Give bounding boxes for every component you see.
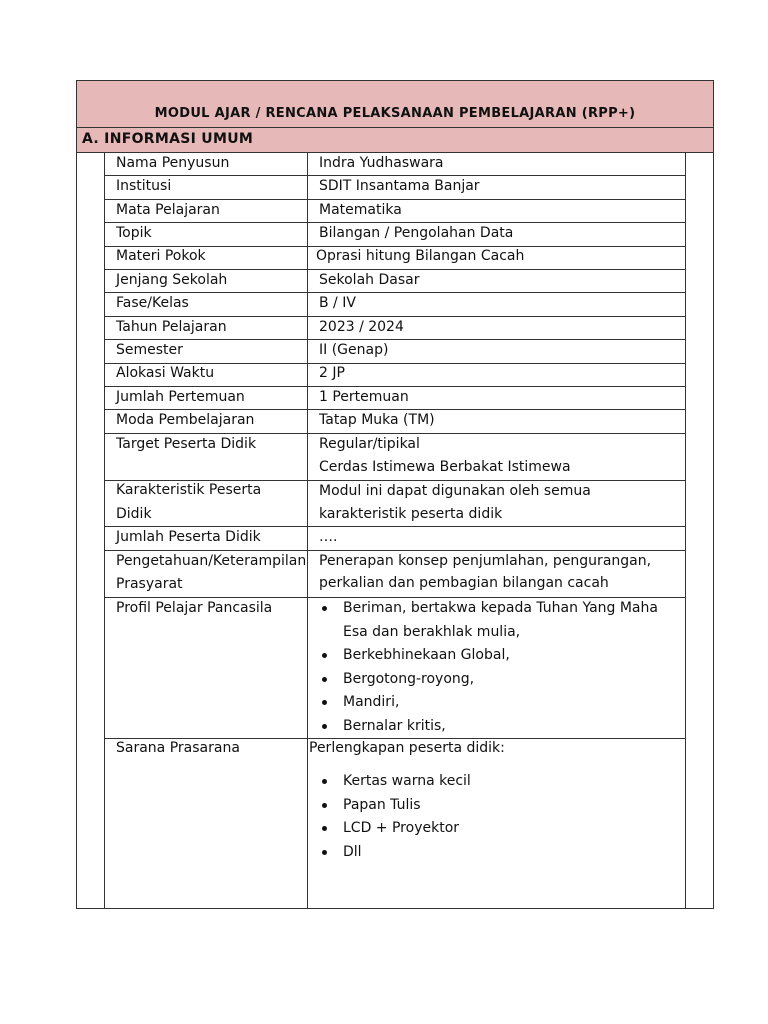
sarana-list bbox=[319, 770, 471, 864]
value-jumlah-peserta-didik: …. bbox=[319, 529, 338, 545]
value-tahun-pelajaran: 2023 / 2024 bbox=[319, 319, 404, 335]
value-materi-pokok: Oprasi hitung Bilangan Cacah bbox=[316, 248, 525, 264]
list-item bbox=[319, 841, 471, 865]
value-fase-kelas: B / IV bbox=[319, 295, 356, 311]
value-alokasi-waktu: 2 JP bbox=[319, 365, 345, 381]
list-item-text: Beriman, bertakwa kepada Tuhan Yang Maha bbox=[343, 600, 658, 616]
label-institusi: Institusi bbox=[116, 178, 172, 194]
label-mata-pelajaran: Mata Pelajaran bbox=[116, 202, 220, 218]
list-item bbox=[319, 715, 658, 739]
grid-line bbox=[685, 152, 686, 909]
label-target-peserta-didik: Target Peserta Didik bbox=[116, 436, 257, 452]
label-moda-pembelajaran: Moda Pembelajaran bbox=[116, 412, 255, 428]
label-karakteristik-line1: Karakteristik Peserta bbox=[116, 482, 262, 498]
value-karakteristik-line1: Modul ini dapat digunakan oleh semua bbox=[319, 483, 591, 499]
value-mata-pelajaran: Matematika bbox=[319, 202, 402, 218]
profil-pelajar-list bbox=[319, 597, 658, 738]
grid-line bbox=[104, 152, 105, 909]
bullet-icon bbox=[322, 677, 327, 682]
bullet-icon bbox=[322, 850, 327, 855]
list-item bbox=[319, 668, 658, 692]
value-prasyarat-line1: Penerapan konsep penjumlahan, pengurangan, bbox=[319, 553, 652, 569]
label-sarana-prasarana: Sarana Prasarana bbox=[116, 740, 240, 756]
list-item bbox=[319, 597, 658, 644]
list-item-text: Berkebhinekaan Global, bbox=[343, 647, 510, 663]
label-prasyarat-line2: Prasyarat bbox=[116, 576, 183, 592]
value-sarana-intro: Perlengkapan peserta didik: bbox=[309, 740, 505, 756]
label-semester: Semester bbox=[116, 342, 183, 358]
list-item bbox=[319, 770, 471, 794]
list-item bbox=[319, 794, 471, 818]
label-tahun-pelajaran: Tahun Pelajaran bbox=[116, 319, 227, 335]
bullet-icon bbox=[322, 724, 327, 729]
list-item-text: Dll bbox=[343, 843, 362, 860]
value-target-line2: Cerdas Istimewa Berbakat Istimewa bbox=[319, 459, 571, 475]
label-karakteristik-line2: Didik bbox=[116, 506, 152, 522]
value-jumlah-pertemuan: 1 Pertemuan bbox=[319, 389, 409, 405]
value-karakteristik-line2: karakteristik peserta didik bbox=[319, 506, 503, 522]
list-item bbox=[319, 644, 658, 668]
list-item-text: Bergotong-royong, bbox=[343, 670, 475, 687]
value-semester: II (Genap) bbox=[319, 342, 389, 358]
value-jenjang-sekolah: Sekolah Dasar bbox=[319, 272, 420, 288]
bullet-icon bbox=[322, 803, 327, 808]
bullet-icon bbox=[322, 779, 327, 784]
bullet-icon bbox=[322, 700, 327, 705]
bullet-icon bbox=[322, 653, 327, 658]
value-institusi: SDIT Insantama Banjar bbox=[319, 178, 480, 194]
value-prasyarat-line2: perkalian dan pembagian bilangan cacah bbox=[319, 575, 609, 591]
list-item-text: Papan Tulis bbox=[343, 796, 421, 813]
grid-line bbox=[307, 152, 308, 909]
bullet-icon bbox=[322, 606, 327, 611]
label-jumlah-pertemuan: Jumlah Pertemuan bbox=[116, 389, 245, 405]
value-topik: Bilangan / Pengolahan Data bbox=[319, 225, 514, 241]
label-fase-kelas: Fase/Kelas bbox=[116, 295, 189, 311]
document-title: MODUL AJAR / RENCANA PELAKSANAAN PEMBELAJARAN (RPP+) bbox=[154, 106, 636, 121]
label-jumlah-peserta-didik: Jumlah Peserta Didik bbox=[116, 529, 261, 545]
list-item bbox=[319, 817, 471, 841]
value-moda-pembelajaran: Tatap Muka (TM) bbox=[319, 412, 435, 428]
title-band bbox=[77, 81, 713, 128]
value-nama-penyusun: Indra Yudhaswara bbox=[319, 155, 444, 171]
list-item-text: Mandiri, bbox=[343, 694, 400, 710]
label-prasyarat-line1: Pengetahuan/Keterampilan bbox=[116, 553, 307, 569]
list-item-text: Bernalar kritis, bbox=[343, 717, 446, 734]
label-jenjang-sekolah: Jenjang Sekolah bbox=[116, 272, 228, 288]
section-band bbox=[77, 128, 713, 153]
list-item-text: Kertas warna kecil bbox=[343, 773, 471, 789]
label-profil-pelajar: Profil Pelajar Pancasila bbox=[116, 600, 273, 616]
label-alokasi-waktu: Alokasi Waktu bbox=[116, 365, 215, 381]
value-target-line1: Regular/tipikal bbox=[319, 436, 420, 452]
label-nama-penyusun: Nama Penyusun bbox=[116, 155, 230, 171]
section-heading: A. INFORMASI UMUM bbox=[82, 131, 254, 147]
list-item-text: LCD + Proyektor bbox=[343, 820, 460, 836]
header-area bbox=[77, 81, 713, 153]
list-item bbox=[319, 691, 658, 715]
label-materi-pokok: Materi Pokok bbox=[116, 248, 206, 264]
list-item-text: Esa dan berakhlak mulia, bbox=[343, 623, 521, 640]
bullet-icon bbox=[322, 826, 327, 831]
label-topik: Topik bbox=[116, 225, 152, 241]
